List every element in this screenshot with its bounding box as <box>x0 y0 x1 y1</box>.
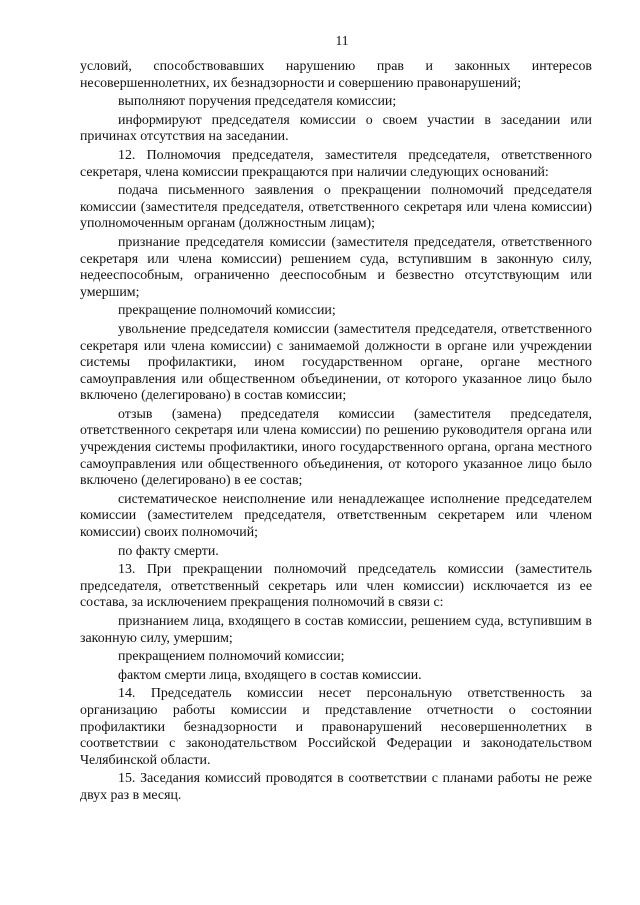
paragraph-continuation: условий, способствовавших нарушению прав и законных интересов несовершеннолетних, их безнадзорности и совершению правонарушений; <box>80 59 592 91</box>
paragraph: увольнение председателя комиссии (заместителя председателя, ответственного секретаря или члена комиссии) с занимаемой должности в органе или учреждении системы профилактики, ином государственном органе, органе местного самоуправления или общественном объединении, от которого указанное лицо было включено (делегировано) в состав комиссии; <box>80 321 592 404</box>
paragraph: прекращение полномочий комиссии; <box>118 303 336 319</box>
paragraph: признанием лица, входящего в состав комиссии, решением суда, вступившим в законную силу, умершим; <box>80 614 592 646</box>
paragraph-section-13: 13. При прекращении полномочий председатель комиссии (заместитель председателя, ответственный секретарь или член комиссии) исключается из ее состава, за исключением прекращения полномочий в связи с: <box>80 562 592 611</box>
paragraph: прекращением полномочий комиссии; <box>118 649 345 665</box>
document-body <box>80 59 592 805</box>
paragraph: фактом смерти лица, входящего в состав комиссии. <box>118 667 422 683</box>
paragraph: подача письменного заявления о прекращении полномочий председателя комиссии (заместителя председателя, ответственного секретаря или члена комиссии) уполномоченным органам (должностным лицам); <box>80 183 592 232</box>
paragraph-section-12: 12. Полномочия председателя, заместителя председателя, ответственного секретаря, члена комиссии прекращаются при наличии следующих оснований: <box>80 147 592 180</box>
paragraph-section-15: 15. Заседания комиссий проводятся в соответствии с планами работы не реже двух раз в месяц. <box>80 771 592 803</box>
paragraph: информируют председателя комиссии о своем участии в заседании или причинах отсутствия на заседании. <box>80 112 592 145</box>
paragraph: отзыв (замена) председателя комиссии (заместителя председателя, ответственного секретаря или члена комиссии) по решению руководителя органа или учреждения системы профилактики, иного государственного органа, органа местного самоуправления или общественного объединения, от которого указанное лицо было включено (делегировано) в ее состав; <box>80 406 592 489</box>
page-number: 11 <box>335 33 349 48</box>
paragraph: систематическое неисполнение или ненадлежащее исполнение председателем комиссии (заместителем председателя, ответственным секретарем или членом комиссии) своих полномочий; <box>80 491 592 541</box>
paragraph-section-14: 14. Председатель комиссии несет персональную ответственность за организацию работы комиссии и представление отчетности о состоянии профилактики безнадзорности и правонарушений несовершеннолетних в соответствии с законодательством Российской Федерации и законодательством Челябинской области. <box>80 686 592 768</box>
paragraph: по факту смерти. <box>118 543 219 559</box>
paragraph: признание председателя комиссии (заместителя председателя, ответственного секретаря или члена комиссии) решением суда, вступившим в законную силу, недееспособным, ограниченно дееспособным и безвестно отсутствующим или умершим; <box>80 234 592 300</box>
paragraph: выполняют поручения председателя комиссии; <box>118 94 397 110</box>
